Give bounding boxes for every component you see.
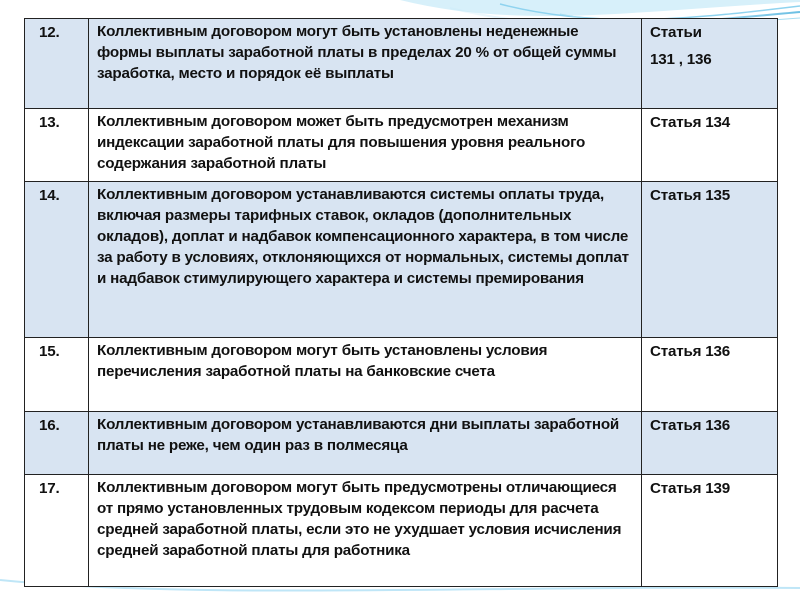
row-number: 12. <box>25 19 89 109</box>
article-line: Статья 136 <box>650 417 731 434</box>
article-line: Статья 139 <box>650 480 731 497</box>
row-article <box>642 412 778 475</box>
row-number: 13. <box>25 109 89 182</box>
row-text: Коллективным договором устанавливаются дни выплаты заработной платы не реже, чем один раз в полмесяца <box>89 412 642 475</box>
row-number: 17. <box>25 475 89 587</box>
row-text: Коллективным договором могут быть предусмотрены отличающиеся от прямо установленных трудовым кодексом периоды для расчета средней заработной платы, если это не ухудшает условия исчисления средней заработной платы для работника <box>89 475 642 587</box>
article-line: Статья 135 <box>650 187 731 204</box>
row-text: Коллективным договором могут быть установлены неденежные формы выплаты заработной платы в пределах 20 % от общей суммы заработка, место и порядок её выплаты <box>89 19 642 109</box>
row-number: 14. <box>25 182 89 338</box>
row-text: Коллективным договором могут быть установлены условия перечисления заработной платы на банковские счета <box>89 338 642 412</box>
article-line: 131 , 136 <box>650 51 712 68</box>
table-row <box>25 338 778 412</box>
table-row <box>25 182 778 338</box>
row-article <box>642 338 778 412</box>
regulations-table <box>24 18 778 587</box>
table-row <box>25 475 778 587</box>
row-number: 15. <box>25 338 89 412</box>
article-line: Статья 134 <box>650 114 731 131</box>
table-row <box>25 19 778 109</box>
row-text: Коллективным договором устанавливаются системы оплаты труда, включая размеры тарифных ставок, окладов (дополнительных окладов), доплат и надбавок компенсационного характера, в том числе за работу в условиях, отклоняющихся от нормальных, системы доплат и надбавок стимулирующего характера и системы премирования <box>89 182 642 338</box>
table-row <box>25 412 778 475</box>
row-text: Коллективным договором может быть предусмотрен механизм индексации заработной платы для повышения уровня реального содержания заработной платы <box>89 109 642 182</box>
row-number: 16. <box>25 412 89 475</box>
regulations-table-wrapper <box>24 18 777 587</box>
row-article <box>642 182 778 338</box>
article-line: Статьи <box>650 24 702 41</box>
article-line: Статья 136 <box>650 343 731 360</box>
row-article <box>642 109 778 182</box>
table-row <box>25 109 778 182</box>
row-article <box>642 475 778 587</box>
row-article <box>642 19 778 109</box>
